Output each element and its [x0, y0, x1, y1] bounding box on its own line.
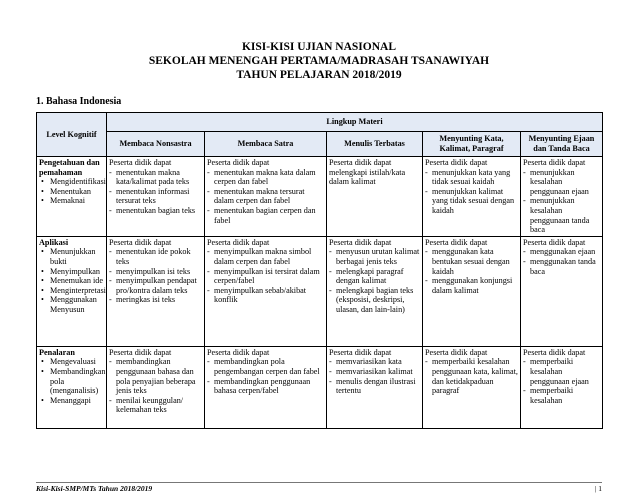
indicator-item: - menunjukkan kalimat yang tidak sesuai dengan kaidah	[432, 187, 518, 216]
column-header: Menyunting Kata, Kalimat, Paragraf	[423, 132, 521, 157]
level-label: Pengetahuan dan pemahaman	[39, 158, 100, 177]
section-heading: 1. Bahasa Indonesia	[36, 96, 122, 107]
level-verb: • Menentukan	[50, 187, 104, 197]
cell-intro: Peserta didik dapat	[523, 237, 586, 247]
indicator-item: - membandingkan penggunaan bahasa cerpen/fabel	[214, 377, 324, 396]
level-cell	[37, 346, 107, 428]
cell-intro: Peserta didik dapat	[329, 347, 392, 357]
indicator-item: - memperbaiki kesalahan penggunaan ejaan	[530, 357, 600, 386]
indicator-item: - menyimpulkan isi teks	[116, 267, 202, 277]
indicator-item: - menyimpulkan isi tersirat dalam cerpen/fabel	[214, 267, 324, 286]
level-label: Aplikasi	[39, 237, 69, 247]
column-header: Membaca Satra	[205, 132, 327, 157]
level-cell	[37, 157, 107, 237]
indicator-cell	[521, 346, 603, 428]
indicator-item: - memvariasikan kata	[336, 357, 420, 367]
cell-intro: Peserta didik dapat	[425, 347, 488, 357]
cell-intro: Peserta didik dapat	[523, 158, 586, 167]
level-verb: • Menunjukkan bukti	[50, 247, 104, 266]
doc-title-line1: KISI-KISI UJIAN NASIONAL	[241, 41, 396, 53]
indicator-cell	[205, 346, 327, 428]
indicator-item: - memperbaiki kesalahan	[530, 386, 600, 405]
level-verb: • Menyimpulkan	[50, 267, 104, 277]
indicator-cell	[107, 346, 205, 428]
level-header: Level Kognitif	[37, 113, 107, 157]
indicator-item: - menggunakan ejaan	[530, 247, 600, 257]
indicator-cell	[327, 346, 423, 428]
indicator-item: - memperbaiki kesalahan penggunaan kata, kalimat, dan ketidakpaduan paragraf	[432, 357, 518, 395]
indicator-item: - melengkapi bagian teks (eksposisi, deskripsi, ulasan, dan lain-lain)	[336, 286, 420, 315]
indicator-cell	[423, 236, 521, 346]
indicator-item: - menyusun urutan kalimat berbagai jenis teks	[336, 247, 420, 266]
table-row	[37, 236, 603, 346]
level-cell	[37, 236, 107, 346]
level-verb: • Menggunakan Menyusun	[50, 295, 104, 314]
indicator-item: - menentukan makna tersurat dalam cerpen dan fabel	[214, 187, 324, 206]
indicator-cell	[327, 157, 423, 237]
level-verb: • Mengevaluasi	[50, 357, 104, 367]
level-verb: • Menanggapi	[50, 396, 104, 406]
indicator-item: - menulis dengan ilustrasi tertentu	[336, 377, 420, 396]
indicator-item: - menentukan makna kata/kalimat pada teks	[116, 168, 202, 187]
indicator-item: - menilai keunggulan/ kelemahan teks	[116, 396, 202, 415]
column-header: Membaca Nonsastra	[107, 132, 205, 157]
indicator-item: - menggunakan tanda baca	[530, 257, 600, 276]
level-verb: • Membandingkan pola (menganalisis)	[50, 367, 104, 396]
indicator-cell	[327, 236, 423, 346]
level-verb: • Menemukan ide	[50, 276, 104, 286]
indicator-item: - membandingkan penggunaan bahasa dan pola penyajian beberapa jenis teks	[116, 357, 202, 395]
indicator-item: - meringkas isi teks	[116, 295, 202, 305]
indicator-cell	[423, 346, 521, 428]
column-header: Menulis Terbatas	[327, 132, 423, 157]
indicator-item: - menunjukkan kata yang tidak sesuai kaidah	[432, 168, 518, 187]
column-header: Menyunting Ejaan dan Tanda Baca	[521, 132, 603, 157]
cell-intro: Peserta didik dapat	[109, 237, 172, 247]
indicator-item: - menggunakan kata bentukan sesuai dengan kaidah	[432, 247, 518, 276]
cell-intro: Peserta didik dapat	[523, 347, 586, 357]
indicator-item: - menunjukkan kesalahan penggunaan tanda baca	[530, 196, 600, 234]
page-number: | 1	[594, 484, 602, 493]
cell-intro: Peserta didik dapat	[329, 237, 392, 247]
footer-text: Kisi-Kisi-SMP/MTs Tahun 2018/2019	[36, 484, 153, 493]
indicator-item: - menyimpulkan sebab/akibat konflik	[214, 286, 324, 305]
table-row	[37, 157, 603, 237]
level-label: Penalaran	[39, 347, 75, 357]
doc-title-line2: SEKOLAH MENENGAH PERTAMA/MADRASAH TSANAWIYAH	[148, 55, 490, 67]
cell-intro: Peserta didik dapat	[109, 347, 172, 357]
indicator-item: - menentukan bagian cerpen dan fabel	[214, 206, 324, 225]
indicator-item: - menentukan ide pokok teks	[116, 247, 202, 266]
indicator-item: - menunjukkan kesalahan penggunaan ejaan	[530, 168, 600, 197]
indicator-item: - membandingkan pola pengembangan cerpen dan fabel	[214, 357, 324, 376]
indicator-cell	[107, 236, 205, 346]
cell-intro: Peserta didik dapat	[109, 158, 172, 167]
level-verb: • Menginterpretasi	[50, 286, 104, 296]
indicator-cell	[423, 157, 521, 237]
indicator-item: - melengkapi paragraf dengan kalimat	[336, 267, 420, 286]
cell-intro: Peserta didik dapat	[207, 347, 270, 357]
level-verb: • Memaknai	[50, 196, 104, 206]
indicator-item: - memvariasikan kalimat	[336, 367, 420, 377]
grid-table	[36, 112, 603, 429]
cell-intro: Peserta didik dapat	[207, 237, 270, 247]
level-verb: • Mengidentifikasi	[50, 177, 104, 187]
doc-title-line3: TAHUN PELAJARAN 2018/2019	[236, 69, 402, 81]
indicator-item: - menyimpulkan pendapat pro/kontra dalam teks	[116, 276, 202, 295]
indicator-item: - menyimpulkan makna simbol dalam cerpen dan fabel	[214, 247, 324, 266]
cell-intro: Peserta didik dapat	[425, 158, 488, 167]
table-row	[37, 346, 603, 428]
indicator-cell	[521, 157, 603, 237]
indicator-cell	[205, 157, 327, 237]
indicator-cell	[205, 236, 327, 346]
indicator-item: - menentukan makna kata dalam cerpen dan fabel	[214, 168, 324, 187]
cell-intro: Peserta didik dapat melengkapi istilah/kata dalam kalimat	[329, 158, 406, 187]
indicator-item: - menentukan informasi tersurat teks	[116, 187, 202, 206]
page-footer	[36, 482, 602, 493]
cell-intro: Peserta didik dapat	[207, 158, 270, 167]
indicator-cell	[521, 236, 603, 346]
indicator-item: - menentukan bagian teks	[116, 206, 202, 216]
indicator-cell	[107, 157, 205, 237]
scope-header: Lingkup Materi	[107, 113, 603, 132]
indicator-item: - menggunakan konjungsi dalam kalimat	[432, 276, 518, 295]
cell-intro: Peserta didik dapat	[425, 237, 488, 247]
